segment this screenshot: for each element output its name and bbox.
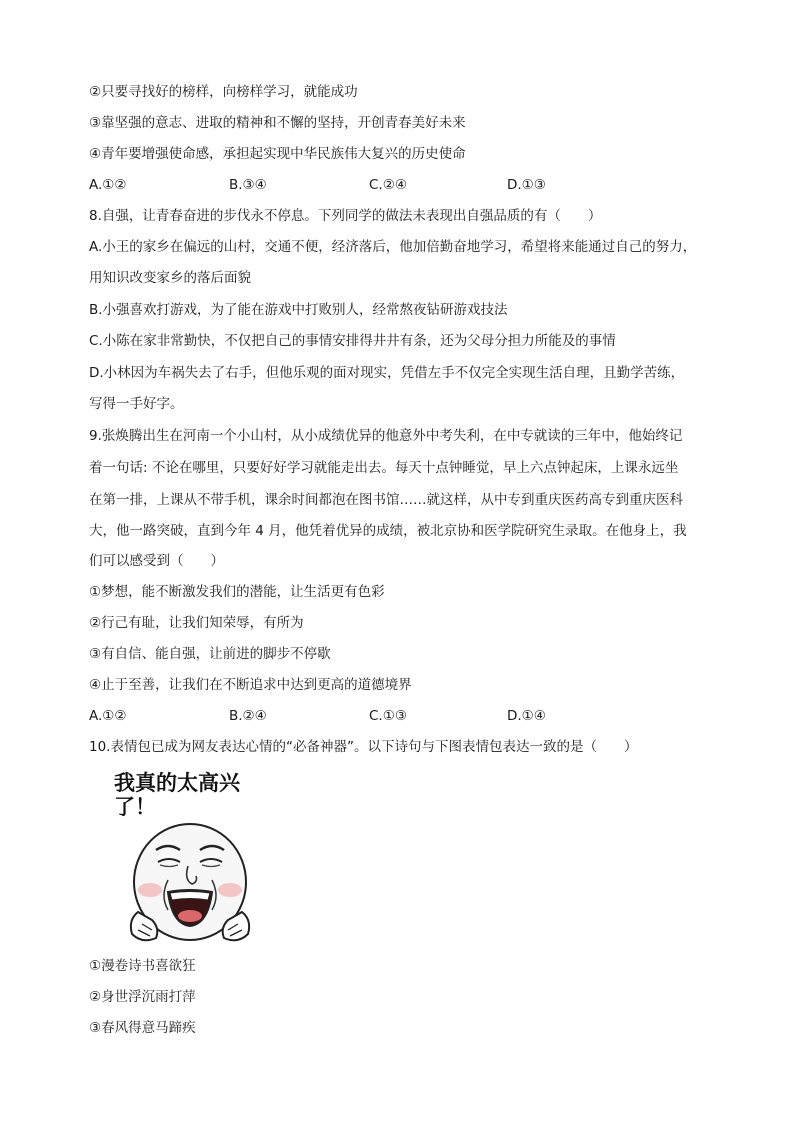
q9-option-d: D.①④ (507, 708, 546, 724)
q9-option-a: A.①② (89, 708, 127, 724)
q9-statement-4: ④止于至善，让我们在不断追求中达到更高的道德境界 (89, 677, 412, 693)
q9-stem-line3: 在第一排，上课从不带手机，课余时间都泡在图书馆……就这样，从中专到重庆医药高专到重庆医科 (89, 492, 683, 508)
q9-stem-line5: 们可以感受到（ ） (89, 553, 224, 569)
q8-choice-d-line2: 写得一手好字。 (89, 396, 184, 412)
q8-choice-b: B.小强喜欢打游戏，为了能在游戏中打败别人，经常熬夜钻研游戏技法 (89, 302, 508, 318)
q9-stem-line2: 着一句话: 不论在哪里，只要好好学习就能走出去。每天十点钟睡觉，早上六点钟起床，上课永远坐 (89, 460, 679, 476)
q9-stem-line4: 大，他一路突破，直到今年 4 月，他凭着优异的成绩，被北京协和医学院研究生录取。在他身上，我 (89, 523, 687, 539)
meme-caption-line1: 我真的太高兴 (114, 771, 240, 795)
q8-choice-a-line2: 用知识改变家乡的落后面貌 (89, 270, 251, 286)
meme-image (108, 770, 266, 948)
q9-statement-1: ①梦想，能不断激发我们的潜能，让生活更有色彩 (89, 584, 385, 600)
q7-option-b: B.③④ (229, 177, 267, 193)
q9-stem-line1: 9.张焕腾出生在河南一个小山村，从小成绩优异的他意外中考失利，在中专就读的三年中，他始终记 (89, 428, 683, 444)
q10-statement-2: ②身世浮沉雨打萍 (89, 989, 196, 1005)
q7-option-a: A.①② (89, 177, 127, 193)
q9-options (89, 707, 689, 725)
q9-option-b: B.②④ (229, 708, 267, 724)
laughing-face-icon (108, 820, 266, 950)
q7-option-c: C.②④ (369, 177, 407, 193)
q7-option-d: D.①③ (507, 177, 546, 193)
q7-statement-3: ③靠坚强的意志、进取的精神和不懈的坚持，开创青春美好未来 (89, 115, 466, 131)
meme-caption-line2: 了！ (114, 795, 156, 819)
q8-choice-c: C.小陈在家非常勤快，不仅把自己的事情安排得井井有条，还为父母分担力所能及的事情 (89, 333, 616, 349)
q10-statement-3: ③春风得意马蹄疾 (89, 1020, 196, 1036)
q8-choice-d-line1: D.小林因为车祸失去了右手，但他乐观的面对现实，凭借左手不仅完全实现生活自理，且勤学苦练， (89, 365, 685, 381)
q7-statement-2: ②只要寻找好的榜样，向榜样学习，就能成功 (89, 84, 358, 100)
q10-statement-1: ①漫卷诗书喜欲狂 (89, 958, 196, 974)
q8-stem: 8.自强，让青春奋进的步伐永不停息。下列同学的做法未表现出自强品质的有（ ） (89, 208, 602, 224)
q8-choice-a-line1: A.小王的家乡在偏远的山村，交通不便，经济落后，他加倍勤奋地学习，希望将来能通过自己的努力， (89, 239, 697, 255)
q7-options (89, 176, 689, 194)
q9-statement-3: ③有自信、能自强，让前进的脚步不停歇 (89, 646, 331, 662)
q9-statement-2: ②行己有耻，让我们知荣辱，有所为 (89, 615, 304, 631)
q7-statement-4: ④青年要增强使命感，承担起实现中华民族伟大复兴的历史使命 (89, 146, 466, 162)
q9-option-c: C.①③ (369, 708, 407, 724)
q10-stem: 10.表情包已成为网友表达心情的“必备神器”。以下诗句与下图表情包表达一致的是（ ） (89, 739, 638, 755)
